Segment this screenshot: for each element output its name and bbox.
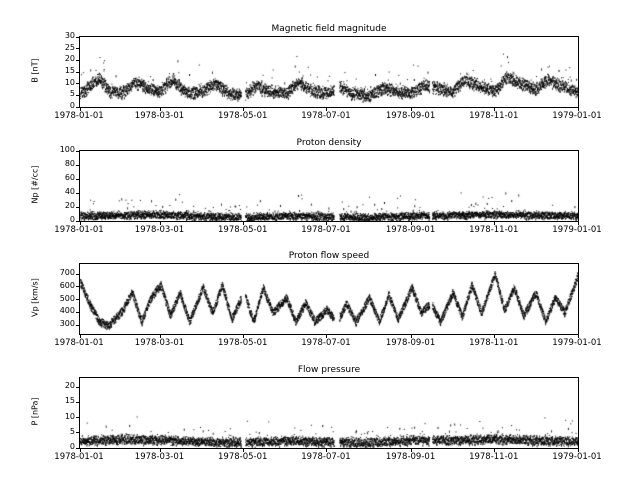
- y-tick-mark: [76, 60, 80, 61]
- x-tick-label: 1979-01-01: [552, 111, 602, 121]
- panel-title: Proton density: [296, 138, 362, 148]
- x-tick-label: 1978-05-01: [218, 111, 268, 121]
- y-tick-mark: [76, 37, 80, 38]
- x-tick-mark: [80, 221, 81, 225]
- y-tick-label: 30: [64, 31, 75, 40]
- x-tick-label: 1978-09-01: [385, 338, 436, 348]
- y-tick-mark: [76, 432, 80, 433]
- x-tick-mark: [326, 448, 327, 452]
- y-tick-mark: [76, 312, 80, 313]
- y-tick-label: 0: [69, 442, 75, 451]
- x-tick-mark: [243, 448, 244, 452]
- panel-title: Magnetic field magnitude: [271, 24, 387, 34]
- y-tick-mark: [76, 387, 80, 388]
- y-tick-label: 15: [64, 66, 75, 75]
- y-tick-mark: [76, 83, 80, 84]
- y-tick-mark: [76, 48, 80, 49]
- x-tick-label: 1978-07-01: [301, 225, 351, 235]
- x-tick-mark: [494, 448, 495, 452]
- x-tick-mark: [411, 107, 412, 111]
- x-tick-label: 1978-11-01: [469, 452, 519, 462]
- y-axis-label: B [nT]: [30, 58, 40, 83]
- panel-magnetic-field-magnitude: [30, 24, 602, 121]
- y-tick-label: 25: [64, 42, 75, 52]
- y-tick-label: 20: [64, 201, 75, 210]
- panel-title: Proton flow speed: [288, 251, 370, 261]
- x-tick-label: 1978-09-01: [385, 452, 436, 462]
- y-tick-label: 500: [59, 293, 75, 303]
- x-tick-label: 1978-01-01: [54, 225, 104, 235]
- x-tick-mark: [411, 221, 412, 225]
- x-tick-mark: [326, 221, 327, 225]
- y-tick-mark: [76, 179, 80, 180]
- y-tick-label: 40: [64, 187, 75, 196]
- x-tick-label: 1978-09-01: [385, 225, 436, 235]
- y-tick-label: 20: [64, 381, 75, 391]
- y-tick-mark: [76, 286, 80, 287]
- panel-proton-density: [30, 138, 602, 235]
- x-tick-label: 1978-01-01: [54, 338, 104, 348]
- x-tick-label: 1978-07-01: [301, 111, 351, 121]
- x-tick-mark: [160, 221, 161, 225]
- y-tick-mark: [76, 193, 80, 194]
- panel-flow-pressure: [30, 365, 602, 462]
- x-tick-mark: [243, 334, 244, 338]
- y-tick-label: 0: [69, 101, 75, 110]
- y-tick-label: 700: [59, 268, 75, 278]
- y-tick-label: 5: [69, 89, 75, 99]
- panel-proton-flow-speed: [30, 251, 602, 348]
- y-axis-label: Vp [km/s]: [30, 278, 40, 317]
- x-tick-label: 1978-11-01: [469, 225, 519, 235]
- y-tick-mark: [76, 417, 80, 418]
- x-tick-mark: [578, 221, 579, 225]
- x-tick-mark: [160, 107, 161, 111]
- y-tick-label: 100: [59, 145, 75, 154]
- y-tick-mark: [76, 207, 80, 208]
- y-axis-label: P [nPa]: [30, 397, 40, 426]
- x-tick-label: 1979-01-01: [552, 452, 602, 462]
- y-tick-label: 15: [64, 396, 75, 406]
- x-tick-mark: [411, 448, 412, 452]
- panel-title: Flow pressure: [297, 365, 361, 375]
- x-tick-mark: [494, 221, 495, 225]
- x-tick-label: 1978-03-01: [134, 452, 185, 462]
- x-tick-label: 1978-07-01: [301, 452, 351, 462]
- data-points: [80, 151, 578, 221]
- y-tick-mark: [76, 165, 80, 166]
- x-tick-label: 1978-09-01: [385, 111, 436, 121]
- x-tick-mark: [578, 107, 579, 111]
- x-tick-mark: [80, 334, 81, 338]
- y-tick-mark: [76, 299, 80, 300]
- x-tick-mark: [160, 334, 161, 338]
- y-tick-label: 0: [69, 215, 75, 224]
- y-tick-label: 10: [64, 77, 75, 87]
- x-tick-label: 1978-03-01: [134, 225, 185, 235]
- x-tick-label: 1978-11-01: [469, 111, 519, 121]
- y-tick-label: 20: [64, 54, 75, 64]
- x-tick-mark: [80, 107, 81, 111]
- y-tick-label: 5: [69, 426, 75, 436]
- x-tick-mark: [578, 334, 579, 338]
- y-tick-mark: [76, 151, 80, 152]
- x-tick-mark: [326, 107, 327, 111]
- y-axis-label: Np [#/cc]: [30, 165, 40, 204]
- x-tick-mark: [160, 448, 161, 452]
- x-tick-label: 1979-01-01: [552, 225, 602, 235]
- y-tick-label: 60: [64, 173, 75, 182]
- y-tick-mark: [76, 72, 80, 73]
- x-tick-label: 1978-01-01: [54, 111, 104, 121]
- y-tick-label: 400: [59, 306, 75, 316]
- data-points: [80, 37, 578, 107]
- y-tick-label: 10: [64, 411, 75, 421]
- x-tick-label: 1978-11-01: [469, 338, 519, 348]
- x-tick-label: 1978-05-01: [218, 338, 268, 348]
- x-tick-label: 1978-05-01: [218, 452, 268, 462]
- y-tick-mark: [76, 274, 80, 275]
- y-tick-label: 80: [64, 159, 75, 168]
- x-tick-label: 1978-01-01: [54, 452, 104, 462]
- y-tick-mark: [76, 402, 80, 403]
- y-tick-mark: [76, 325, 80, 326]
- x-tick-label: 1978-03-01: [134, 111, 185, 121]
- x-tick-mark: [243, 221, 244, 225]
- x-tick-mark: [494, 334, 495, 338]
- x-tick-mark: [326, 334, 327, 338]
- x-tick-mark: [578, 448, 579, 452]
- x-tick-mark: [80, 448, 81, 452]
- x-tick-label: 1978-05-01: [218, 225, 268, 235]
- y-tick-mark: [76, 95, 80, 96]
- y-tick-label: 300: [59, 319, 75, 329]
- x-tick-label: 1979-01-01: [552, 338, 602, 348]
- data-points: [80, 378, 578, 448]
- x-tick-mark: [243, 107, 244, 111]
- x-tick-mark: [494, 107, 495, 111]
- data-points: [80, 264, 578, 334]
- y-tick-label: 600: [59, 280, 75, 290]
- x-tick-label: 1978-03-01: [134, 338, 185, 348]
- x-tick-label: 1978-07-01: [301, 338, 351, 348]
- x-tick-mark: [411, 334, 412, 338]
